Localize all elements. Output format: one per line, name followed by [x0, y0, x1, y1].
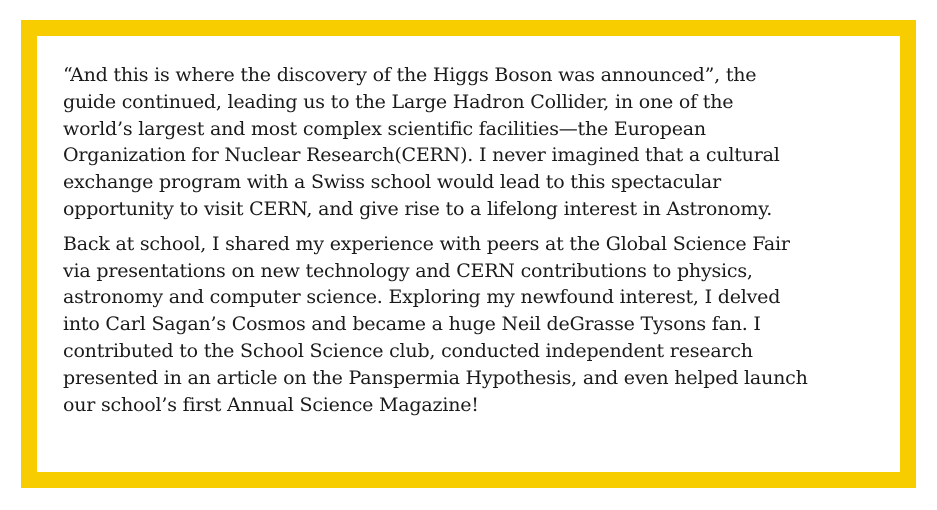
paragraph-2-line: Back at school, I shared my experience with peers at the Global Science Fair: [63, 232, 790, 255]
paragraph-1-line: world’s largest and most complex scientific facilities—the European: [63, 117, 706, 140]
essay-text: [63, 62, 883, 418]
paragraph-2-line: presented in an article on the Panspermia Hypothesis, and even helped launch: [63, 366, 808, 389]
paragraph-2-line: our school’s first Annual Science Magazine!: [63, 393, 479, 416]
paragraph-1: [63, 62, 883, 223]
paragraph-1-line: exchange program with a Swiss school would lead to this spectacular: [63, 171, 721, 194]
paragraph-1-line: guide continued, leading us to the Large Hadron Collider, in one of the: [63, 90, 734, 113]
paragraph-1-line: opportunity to visit CERN, and give rise to a lifelong interest in Astronomy.: [63, 197, 773, 220]
paragraph-1-line: Organization for Nuclear Research(CERN). I never imagined that a cultural: [63, 144, 780, 167]
paragraph-2: [63, 231, 883, 419]
paragraph-1-line: “And this is where the discovery of the Higgs Boson was announced”, the: [63, 64, 757, 86]
paragraph-2-line: into Carl Sagan’s Cosmos and became a huge Neil deGrasse Tysons fan. I: [63, 313, 761, 336]
paragraph-2-line: via presentations on new technology and CERN contributions to physics,: [63, 259, 753, 282]
paragraph-2-line: astronomy and computer science. Exploring my newfound interest, I delved: [63, 286, 781, 309]
essay-frame: [21, 20, 916, 488]
paragraph-2-line: contributed to the School Science club, conducted independent research: [63, 339, 753, 362]
